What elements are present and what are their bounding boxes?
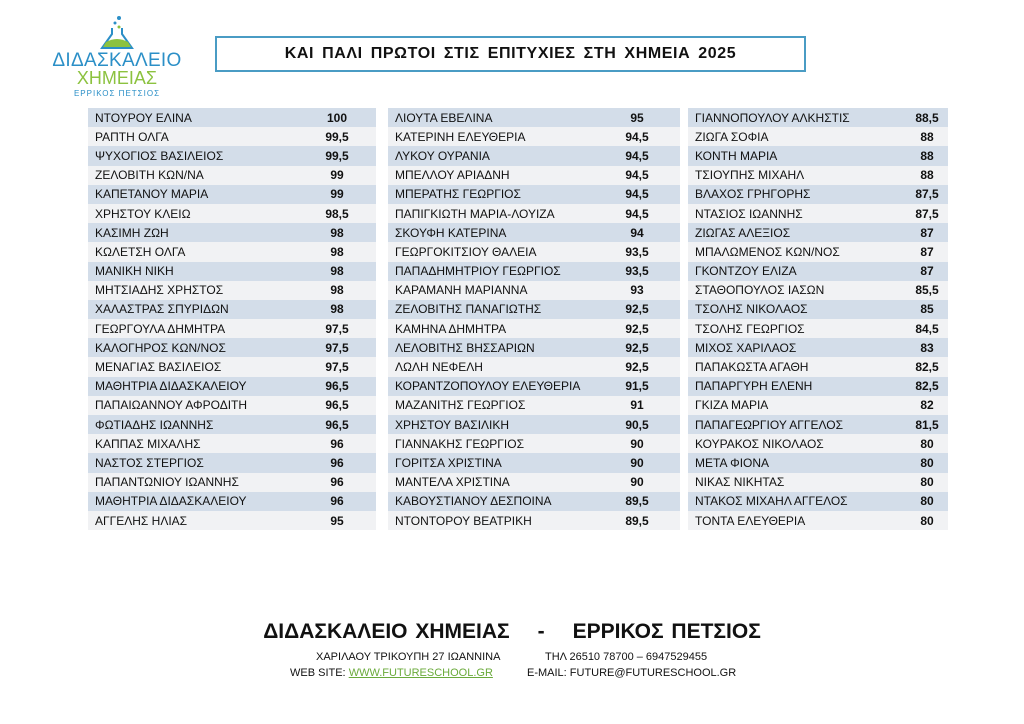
student-score: 96 bbox=[330, 455, 344, 470]
table-row bbox=[688, 204, 948, 223]
student-name: ΛΕΛΟΒΙΤΗΣ ΒΗΣΣΑΡΙΩΝ bbox=[395, 340, 535, 355]
student-name: ΝΤΟΝΤΟΡΟΥ ΒΕΑΤΡΙΚΗ bbox=[395, 513, 532, 528]
student-name: ΛΩΛΗ ΝΕΦΕΛΗ bbox=[395, 360, 483, 375]
table-row bbox=[688, 396, 948, 415]
student-score: 90 bbox=[630, 475, 644, 490]
results-column-1 bbox=[88, 108, 376, 530]
table-row bbox=[688, 185, 948, 204]
logo-line1: ΔΙΔΑΣΚΑΛΕΙΟ bbox=[52, 50, 182, 71]
student-name: ΠΑΠΙΓΚΙΩΤΗ ΜΑΡΙΑ-ΛΟΥΙΖΑ bbox=[395, 206, 555, 221]
flask-icon bbox=[97, 14, 137, 52]
table-row bbox=[388, 127, 680, 146]
student-name: ΚΑΣΙΜΗ ΖΩΗ bbox=[95, 225, 169, 240]
page-title: ΚΑΙ ΠΑΛΙ ΠΡΩΤΟΙ ΣΤΙΣ ΕΠΙΤΥΧΙΕΣ ΣΤΗ ΧΗΜΕΙΑ 2025 bbox=[215, 36, 806, 72]
student-score: 83 bbox=[920, 340, 934, 355]
student-name: ΚΟΥΡΑΚΟΣ ΝΙΚΟΛΑΟΣ bbox=[695, 436, 824, 451]
table-row bbox=[88, 338, 376, 357]
student-name: ΤΣΟΛΗΣ ΝΙΚΟΛΑΟΣ bbox=[695, 302, 808, 317]
table-row bbox=[88, 396, 376, 415]
student-name: ΓΚΙΖΑ ΜΑΡΙΑ bbox=[695, 398, 769, 413]
table-row bbox=[88, 242, 376, 261]
student-score: 94,5 bbox=[625, 129, 649, 144]
student-score: 96 bbox=[330, 475, 344, 490]
table-row bbox=[388, 319, 680, 338]
table-row bbox=[388, 242, 680, 261]
table-row bbox=[88, 166, 376, 185]
table-row bbox=[88, 146, 376, 165]
student-score: 90 bbox=[630, 455, 644, 470]
student-name: ΜΑΘΗΤΡΙΑ ΔΙΔΑΣΚΑΛΕΙΟΥ bbox=[95, 494, 247, 509]
student-name: ΣΚΟΥΦΗ ΚΑΤΕΡΙΝΑ bbox=[395, 225, 507, 240]
student-name: ΝΤΑΣΙΟΣ ΙΩΑΝΝΗΣ bbox=[695, 206, 803, 221]
table-row bbox=[688, 357, 948, 376]
student-name: ΠΑΠΑΡΓΥΡΗ ΕΛΕΝΗ bbox=[695, 379, 813, 394]
website-link[interactable]: WWW.FUTURESCHOOL.GR bbox=[348, 667, 493, 679]
student-name: ΚΑΜΗΝΑ ΔΗΜΗΤΡΑ bbox=[395, 321, 507, 336]
table-row bbox=[88, 300, 376, 319]
student-name: ΓΚΟΝΤΖΟΥ ΕΛΙΖΑ bbox=[695, 264, 797, 279]
student-score: 96 bbox=[330, 436, 344, 451]
logo-line2: ΧΗΜΕΙΑΣ bbox=[76, 68, 158, 88]
table-row bbox=[388, 453, 680, 472]
student-name: ΨΥΧΟΓΙΟΣ ΒΑΣΙΛΕΙΟΣ bbox=[95, 148, 224, 163]
student-name: ΤΟΝΤΑ ΕΛΕΥΘΕΡΙΑ bbox=[695, 513, 806, 528]
logo-line3: ΕΡΡΙΚΟΣ ΠΕΤΣΙΟΣ bbox=[73, 89, 161, 98]
table-row bbox=[388, 377, 680, 396]
table-row bbox=[388, 434, 680, 453]
student-score: 91,5 bbox=[625, 379, 649, 394]
student-name: ΖΕΛΟΒΙΤΗΣ ΠΑΝΑΓΙΩΤΗΣ bbox=[395, 302, 542, 317]
table-row bbox=[688, 300, 948, 319]
student-score: 92,5 bbox=[625, 340, 649, 355]
student-name: ΒΛΑΧΟΣ ΓΡΗΓΟΡΗΣ bbox=[695, 187, 811, 202]
student-score: 80 bbox=[920, 455, 934, 470]
student-name: ΠΑΠΑΔΗΜΗΤΡΙΟΥ ΓΕΩΡΓΙΟΣ bbox=[395, 264, 561, 279]
student-score: 87,5 bbox=[915, 187, 939, 202]
table-row bbox=[688, 281, 948, 300]
results-column-3 bbox=[688, 108, 948, 530]
table-row bbox=[388, 338, 680, 357]
student-score: 82 bbox=[920, 398, 934, 413]
student-name: ΚΑΠΕΤΑΝΟΥ ΜΑΡΙΑ bbox=[95, 187, 209, 202]
table-row bbox=[388, 300, 680, 319]
table-row bbox=[688, 511, 948, 530]
table-row bbox=[88, 453, 376, 472]
student-score: 98 bbox=[330, 264, 344, 279]
student-name: ΜΗΤΣΙΑΔΗΣ ΧΡΗΣΤΟΣ bbox=[95, 283, 224, 298]
student-score: 80 bbox=[920, 475, 934, 490]
table-row bbox=[88, 127, 376, 146]
student-name: ΧΡΗΣΤΟΥ ΚΛΕΙΩ bbox=[95, 206, 191, 221]
student-score: 94,5 bbox=[625, 168, 649, 183]
student-score: 98 bbox=[330, 283, 344, 298]
student-score: 94,5 bbox=[625, 206, 649, 221]
student-name: ΜΠΑΛΩΜΕΝΟΣ ΚΩΝ/ΝΟΣ bbox=[695, 244, 840, 259]
table-row bbox=[88, 262, 376, 281]
table-row bbox=[88, 357, 376, 376]
table-row bbox=[88, 108, 376, 127]
student-name: ΖΙΩΓΑ ΣΟΦΙΑ bbox=[695, 129, 769, 144]
table-row bbox=[688, 262, 948, 281]
student-score: 94,5 bbox=[625, 187, 649, 202]
table-row bbox=[688, 108, 948, 127]
table-row bbox=[688, 434, 948, 453]
student-score: 99,5 bbox=[325, 148, 349, 163]
student-score: 97,5 bbox=[325, 340, 349, 355]
results-column-2 bbox=[388, 108, 680, 530]
student-name: ΡΑΠΤΗ ΟΛΓΑ bbox=[95, 129, 169, 144]
table-row bbox=[688, 223, 948, 242]
footer-dash: - bbox=[537, 620, 545, 643]
student-score: 80 bbox=[920, 436, 934, 451]
student-score: 98 bbox=[330, 244, 344, 259]
student-name: ΠΑΠΑΓΕΩΡΓΙΟΥ ΑΓΓΕΛΟΣ bbox=[695, 417, 844, 432]
student-name: ΖΕΛΟΒΙΤΗ ΚΩΝ/ΝΑ bbox=[95, 168, 204, 183]
student-name: ΜΕΤΑ ΦΙΟΝΑ bbox=[695, 455, 770, 470]
student-name: ΝΑΣΤΟΣ ΣΤΕΡΓΙΟΣ bbox=[95, 455, 204, 470]
school-logo bbox=[52, 14, 182, 98]
table-row bbox=[388, 357, 680, 376]
student-name: ΤΣΙΟΥΠΗΣ ΜΙΧΑΗΛ bbox=[695, 168, 805, 183]
footer-heading bbox=[0, 620, 1024, 644]
student-score: 93 bbox=[630, 283, 644, 298]
table-row bbox=[388, 185, 680, 204]
student-name: ΝΤΑΚΟΣ ΜΙΧΑΗΛ ΑΓΓΕΛΟΣ bbox=[695, 494, 848, 509]
student-score: 91 bbox=[630, 398, 644, 413]
student-name: ΓΙΑΝΝΟΠΟΥΛΟΥ ΑΛΚΗΣΤΙΣ bbox=[695, 110, 850, 125]
student-name: ΛΙΟΥΤΑ ΕΒΕΛΙΝΑ bbox=[395, 110, 493, 125]
table-row bbox=[388, 166, 680, 185]
student-score: 96,5 bbox=[325, 398, 349, 413]
student-score: 94,5 bbox=[625, 148, 649, 163]
table-row bbox=[88, 473, 376, 492]
student-score: 85,5 bbox=[915, 283, 939, 298]
student-score: 99,5 bbox=[325, 129, 349, 144]
student-score: 96,5 bbox=[325, 417, 349, 432]
table-row bbox=[388, 262, 680, 281]
student-name: ΓΙΑΝΝΑΚΗΣ ΓΕΩΡΓΙΟΣ bbox=[395, 436, 524, 451]
student-name: ΠΑΠΑΙΩΑΝΝΟΥ ΑΦΡΟΔΙΤΗ bbox=[95, 398, 248, 413]
student-name: ΜΑΝΤΕΛΑ ΧΡΙΣΤΙΝΑ bbox=[395, 475, 510, 490]
student-score: 89,5 bbox=[625, 494, 649, 509]
table-row bbox=[688, 377, 948, 396]
footer-address: ΧΑΡΙΛΑΟΥ ΤΡΙΚΟΥΠΗ 27 ΙΩΑΝΝΙΝΑ bbox=[316, 651, 501, 663]
student-name: ΤΣΟΛΗΣ ΓΕΩΡΓΙΟΣ bbox=[695, 321, 805, 336]
table-row bbox=[88, 434, 376, 453]
student-score: 96,5 bbox=[325, 379, 349, 394]
student-name: ΜΠΕΛΛΟΥ ΑΡΙΑΔΝΗ bbox=[395, 168, 510, 183]
student-score: 84,5 bbox=[915, 321, 939, 336]
student-name: ΝΙΚΑΣ ΝΙΚΗΤΑΣ bbox=[695, 475, 785, 490]
table-row bbox=[88, 377, 376, 396]
student-name: ΚΑΡΑΜΑΝΗ ΜΑΡΙΑΝΝΑ bbox=[395, 283, 528, 298]
student-score: 92,5 bbox=[625, 321, 649, 336]
student-name: ΜΙΧΟΣ ΧΑΡΙΛΑΟΣ bbox=[695, 340, 797, 355]
table-row bbox=[688, 415, 948, 434]
table-row bbox=[88, 319, 376, 338]
student-score: 97,5 bbox=[325, 360, 349, 375]
table-row bbox=[88, 185, 376, 204]
student-score: 80 bbox=[920, 513, 934, 528]
table-row bbox=[88, 511, 376, 530]
table-row bbox=[388, 146, 680, 165]
student-score: 87 bbox=[920, 244, 934, 259]
table-row bbox=[688, 146, 948, 165]
student-score: 94 bbox=[630, 225, 644, 240]
student-score: 89,5 bbox=[625, 513, 649, 528]
table-row bbox=[388, 281, 680, 300]
table-row bbox=[688, 127, 948, 146]
student-score: 92,5 bbox=[625, 302, 649, 317]
student-name: ΠΑΠΑΝΤΩΝΙΟΥ ΙΩΑΝΝΗΣ bbox=[95, 475, 239, 490]
student-score: 100 bbox=[326, 110, 348, 125]
student-name: ΜΑΝΙΚΗ ΝΙΚΗ bbox=[95, 264, 174, 279]
student-name: ΓΕΩΡΓΟΥΛΑ ΔΗΜΗΤΡΑ bbox=[95, 321, 226, 336]
student-score: 98,5 bbox=[325, 206, 349, 221]
table-row bbox=[388, 492, 680, 511]
student-score: 95 bbox=[630, 110, 644, 125]
student-score: 87 bbox=[920, 264, 934, 279]
student-name: ΚΟΡΑΝΤΖΟΠΟΥΛΟΥ ΕΛΕΥΘΕΡΙΑ bbox=[395, 379, 581, 394]
table-row bbox=[388, 204, 680, 223]
table-row bbox=[388, 396, 680, 415]
student-name: ΚΑΤΕΡΙΝΗ ΕΛΕΥΘΕΡΙΑ bbox=[395, 129, 526, 144]
student-score: 88 bbox=[920, 148, 934, 163]
student-name: ΠΑΠΑΚΩΣΤΑ ΑΓΑΘΗ bbox=[695, 360, 809, 375]
student-score: 93,5 bbox=[625, 264, 649, 279]
student-score: 97,5 bbox=[325, 321, 349, 336]
table-row bbox=[88, 281, 376, 300]
student-score: 87 bbox=[920, 225, 934, 240]
student-score: 80 bbox=[920, 494, 934, 509]
student-score: 96 bbox=[330, 494, 344, 509]
footer-school: ΔΙΔΑΣΚΑΛΕΙΟ ΧΗΜΕΙΑΣ bbox=[263, 620, 510, 643]
student-name: ΦΩΤΙΑΔΗΣ ΙΩΑΝΝΗΣ bbox=[95, 417, 214, 432]
student-score: 95 bbox=[330, 513, 344, 528]
table-row bbox=[688, 453, 948, 472]
web-label: WEB SITE: bbox=[290, 667, 349, 679]
table-row bbox=[88, 223, 376, 242]
student-score: 82,5 bbox=[915, 379, 939, 394]
student-name: ΚΟΝΤΗ ΜΑΡΙΑ bbox=[695, 148, 778, 163]
student-score: 93,5 bbox=[625, 244, 649, 259]
student-name: ΜΑΘΗΤΡΙΑ ΔΙΔΑΣΚΑΛΕΙΟΥ bbox=[95, 379, 247, 394]
student-score: 85 bbox=[920, 302, 934, 317]
student-score: 92,5 bbox=[625, 360, 649, 375]
student-score: 88 bbox=[920, 129, 934, 144]
student-score: 98 bbox=[330, 225, 344, 240]
table-row bbox=[688, 473, 948, 492]
student-name: ΚΑΛΟΓΗΡΟΣ ΚΩΝ/ΝΟΣ bbox=[95, 340, 226, 355]
table-row bbox=[688, 319, 948, 338]
table-row bbox=[388, 415, 680, 434]
student-score: 87,5 bbox=[915, 206, 939, 221]
student-name: ΣΤΑΘΟΠΟΥΛΟΣ ΙΑΣΩΝ bbox=[695, 283, 825, 298]
footer-phone: ΤΗΛ 26510 78700 – 6947529455 bbox=[545, 651, 708, 663]
table-row bbox=[688, 242, 948, 261]
student-score: 88 bbox=[920, 168, 934, 183]
table-row bbox=[88, 204, 376, 223]
student-name: ΑΓΓΕΛΗΣ ΗΛΙΑΣ bbox=[95, 513, 188, 528]
student-score: 81,5 bbox=[915, 417, 939, 432]
student-name: ΝΤΟΥΡΟΥ ΕΛΙΝΑ bbox=[95, 110, 192, 125]
table-row bbox=[388, 108, 680, 127]
table-row bbox=[88, 492, 376, 511]
student-score: 99 bbox=[330, 187, 344, 202]
student-name: ΓΕΩΡΓΟΚΙΤΣΙΟΥ ΘΑΛΕΙΑ bbox=[395, 244, 537, 259]
footer-teacher: ΕΡΡΙΚΟΣ ΠΕΤΣΙΟΣ bbox=[572, 620, 761, 643]
table-row bbox=[388, 511, 680, 530]
student-name: ΧΑΛΑΣΤΡΑΣ ΣΠΥΡΙΔΩΝ bbox=[95, 302, 229, 317]
student-name: ΜΕΝΑΓΙΑΣ ΒΑΣΙΛΕΙΟΣ bbox=[95, 360, 222, 375]
student-name: ΜΑΖΑΝΙΤΗΣ ΓΕΩΡΓΙΟΣ bbox=[395, 398, 526, 413]
student-score: 88,5 bbox=[915, 110, 939, 125]
student-name: ΧΡΗΣΤΟΥ ΒΑΣΙΛΙΚΗ bbox=[395, 417, 510, 432]
table-row bbox=[688, 166, 948, 185]
student-name: ΖΙΩΓΑΣ ΑΛΕΞΙΟΣ bbox=[695, 225, 791, 240]
footer-email: E-MAIL: FUTURE@FUTURESCHOOL.GR bbox=[527, 667, 737, 679]
student-name: ΜΠΕΡΑΤΗΣ ΓΕΩΡΓΙΟΣ bbox=[395, 187, 521, 202]
student-name: ΚΑΒΟΥΣΤΙΑΝΟΥ ΔΕΣΠΟΙΝΑ bbox=[395, 494, 552, 509]
student-score: 90 bbox=[630, 436, 644, 451]
student-name: ΓΟΡΙΤΣΑ ΧΡΙΣΤΙΝΑ bbox=[395, 455, 502, 470]
student-score: 99 bbox=[330, 168, 344, 183]
table-row bbox=[88, 415, 376, 434]
student-name: ΚΩΛΕΤΣΗ ΟΛΓΑ bbox=[95, 244, 186, 259]
table-row bbox=[388, 473, 680, 492]
table-row bbox=[688, 338, 948, 357]
student-score: 90,5 bbox=[625, 417, 649, 432]
student-score: 98 bbox=[330, 302, 344, 317]
student-name: ΚΑΠΠΑΣ ΜΙΧΑΛΗΣ bbox=[95, 436, 201, 451]
table-row bbox=[388, 223, 680, 242]
student-score: 82,5 bbox=[915, 360, 939, 375]
student-name: ΛΥΚΟΥ ΟΥΡΑΝΙΑ bbox=[395, 148, 490, 163]
table-row bbox=[688, 492, 948, 511]
